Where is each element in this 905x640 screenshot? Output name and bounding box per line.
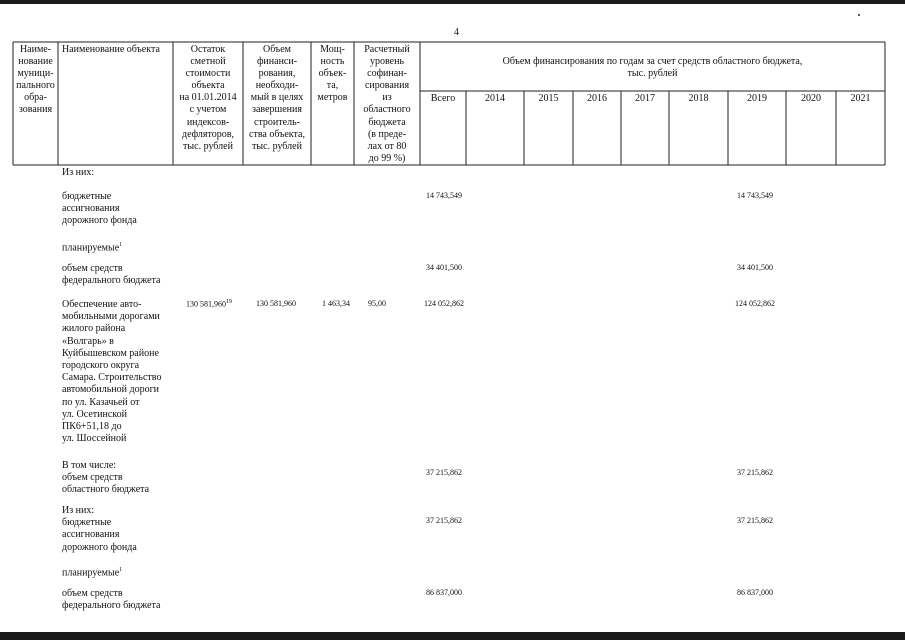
row-label-of-them: Из них: — [62, 167, 95, 178]
header-year-2018: 2018 — [688, 93, 709, 104]
row-2019-value: 124 052,862 — [735, 299, 775, 308]
row-label-planned: планируемые$^1$ — [62, 242, 123, 254]
row-label-planned: планируемые$^1$ — [62, 567, 123, 579]
row-2019-value: 37 215,862 — [737, 468, 773, 477]
row-total-value: 14 743,549 — [426, 191, 462, 200]
row-label-regional-budget: В том числе: объем средств областного бюджета — [62, 460, 150, 496]
header-year-2021: 2021 — [850, 93, 871, 104]
row-label-road-fund: бюджетные ассигнования дорожного фонда — [62, 191, 137, 227]
row-label-federal-budget: объем средств федерального бюджета — [62, 263, 161, 287]
header-object-name: Наименование объекта — [62, 44, 160, 55]
row-total-value: 37 215,862 — [426, 468, 462, 477]
header-total: Всего — [430, 93, 456, 104]
header-year-2020: 2020 — [801, 93, 821, 104]
row-2019-value: 37 215,862 — [737, 516, 773, 525]
row-capacity-value: 1 463,34 — [322, 299, 350, 308]
header-capacity: Мощ- ность объек- та, метров — [317, 44, 348, 104]
row-label-object-description: Обеспечение авто- мобильными дорогами жилого района «Волгарь» в Куйбышевском районе городского округа Самара. Строительство автомобильной дороги по ул. Казачьей от ул. Осетинской ПК6+51,18 до ул. Шоссейной — [62, 299, 162, 445]
row-2019-value: 14 743,549 — [737, 191, 773, 200]
row-label-road-fund: Из них: бюджетные ассигнования дорожного фонда — [62, 505, 137, 553]
row-label-federal-budget: объем средств федерального бюджета — [62, 588, 161, 612]
header-financing-volume: Объем финанси- рования, необходи- мый в целях завершения строитель- ства объекта, тыс. рублей — [249, 44, 305, 152]
row-financing-value: 130 581,960 — [256, 299, 296, 308]
row-total-value: 124 052,862 — [424, 299, 464, 308]
row-remaining-cost-value: 130 581,960$^{19}$ — [186, 299, 232, 309]
bottom-border-bar — [0, 632, 905, 640]
header-remaining-cost: Остаток сметной стоимости объекта на 01.01.2014 с учетом индексов- дефляторов, тыс. рублей — [179, 44, 237, 152]
header-year-2016: 2016 — [587, 93, 607, 104]
page-number: 4 — [454, 27, 459, 38]
row-total-value: 86 837,000 — [426, 588, 462, 597]
header-cofinancing: Расчетный уровень софинан- сирования из областного бюджета (в преде- лах от 80 до 99 %) — [363, 44, 411, 164]
row-total-value: 34 401,500 — [426, 263, 462, 272]
header-year-2019: 2019 — [747, 93, 767, 104]
row-total-value: 37 215,862 — [426, 516, 462, 525]
row-2019-value: 34 401,500 — [737, 263, 773, 272]
row-cofinancing-value: 95,00 — [368, 299, 386, 308]
header-year-2014: 2014 — [485, 93, 505, 104]
header-years-group: Объем финансирования по годам за счет средств областного бюджета, тыс. рублей — [502, 56, 803, 79]
header-year-2015: 2015 — [538, 93, 559, 104]
header-year-2017: 2017 — [635, 93, 655, 104]
header-municipality: Наиме- нование муници- пального обра- зования — [16, 44, 55, 116]
row-2019-value: 86 837,000 — [737, 588, 773, 597]
